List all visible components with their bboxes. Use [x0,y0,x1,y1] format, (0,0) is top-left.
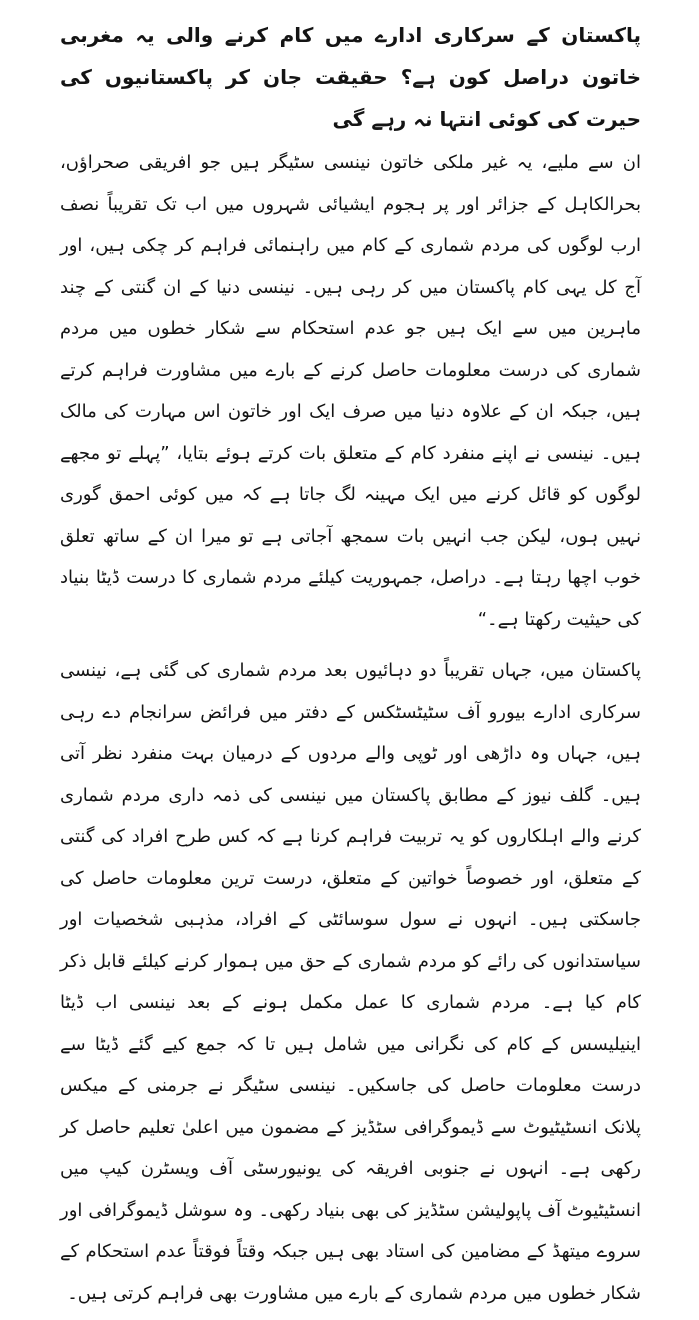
article-headline: پاکستان کے سرکاری ادارے میں کام کرنے والی یہ مغربی خاتون دراصل کون ہے؟ حقیقت جان کر پاکستانیوں کی حیرت کی کوئی انتہا نہ رہے گی [60,23,641,131]
article-paragraph-1: ان سے ملیے، یہ غیر ملکی خاتون نینسی سٹیگر ہیں جو افریقی صحراؤں، بحرالکاہل کے جزائر اور پر ہجوم ایشیائی شہروں میں اب تک تقریباً نصف ارب لوگوں کی مردم شماری کے کام میں راہنمائی فراہم کر چکی ہیں، اور آج کل یہی کام پاکستان میں کر رہی ہیں۔ نینسی دنیا کے ان گنتی کے چند ماہرین میں سے ایک ہیں جو عدم استحکام سے شکار خطوں میں مردم شماری کی درست معلومات حاصل کرنے کے بارے میں مشاورت فراہم کرتے ہیں، جبکہ ان کے علاوہ دنیا میں صرف ایک اور خاتون اس مہارت کی مالک ہیں۔ نینسی نے اپنے منفرد کام کے متعلق بات کرتے ہوئے بتایا، ”پہلے تو مجھے لوگوں کو قائل کرنے میں ایک مہینہ لگ جاتا ہے کہ میں کوئی احمق گوری نہیں ہوں، لیکن جب انہیں بات سمجھ آجاتی ہے تو میرا ان کے ساتھ تعلق خوب اچھا رہتا ہے۔ دراصل، جمہوریت کیلئے مردم شماری کا درست ڈیٹا بنیاد کی حیثیت رکھتا ہے۔“ [60,152,641,630]
article-paragraph-2: پاکستان میں، جہاں تقریباً دو دہائیوں بعد مردم شماری کی گئی ہے، نینسی سرکاری ادارے بیورو آف سٹیٹسٹکس کے دفتر میں فرائض سرانجام دے رہی ہیں، جہاں وہ داڑھی اور ٹوپی والے مردوں کے درمیان بہت منفرد نظر آتی ہیں۔ گلف نیوز کے مطابق پاکستان میں نینسی کی ذمہ داری مردم شماری کرنے والے اہلکاروں کو یہ تربیت فراہم کرنا ہے کہ کس طرح افراد کی گنتی کے متعلق، اور خصوصاً خواتین کے متعلق، درست ترین معلومات حاصل کی جاسکتی ہیں۔ انہوں نے سول سوسائٹی کے افراد، مذہبی شخصیات اور سیاستدانوں کی رائے کو مردم شماری کے حق میں ہموار کرنے کیلئے قابل ذکر کام کیا ہے۔ مردم شماری کا عمل مکمل ہونے کے بعد نینسی اب ڈیٹا اینیلیسس کے کام کی نگرانی میں شامل ہیں تا کہ جمع کیے گئے ڈیٹا سے درست معلومات حاصل کی جاسکیں۔ نینسی سٹیگر نے جرمنی کے میکس پلانک انسٹیٹیوٹ سے ڈیموگرافی سٹڈیز کے مضمون میں اعلیٰ تعلیم حاصل کر رکھی ہے۔ انہوں نے جنوبی افریقہ کی یونیورسٹی آف ویسٹرن کیپ میں انسٹیٹیوٹ آف پاپولیشن سٹڈیز کی بھی بنیاد رکھی۔ وہ سوشل ڈیموگرافی اور سروے میتھڈ کے مضامین کی استاد بھی ہیں جبکہ وقتاً فوقتاً عدم استحکام کے شکار خطوں میں مردم شماری کے بارے میں مشاورت بھی فراہم کرتی ہیں۔ [60,660,641,1304]
